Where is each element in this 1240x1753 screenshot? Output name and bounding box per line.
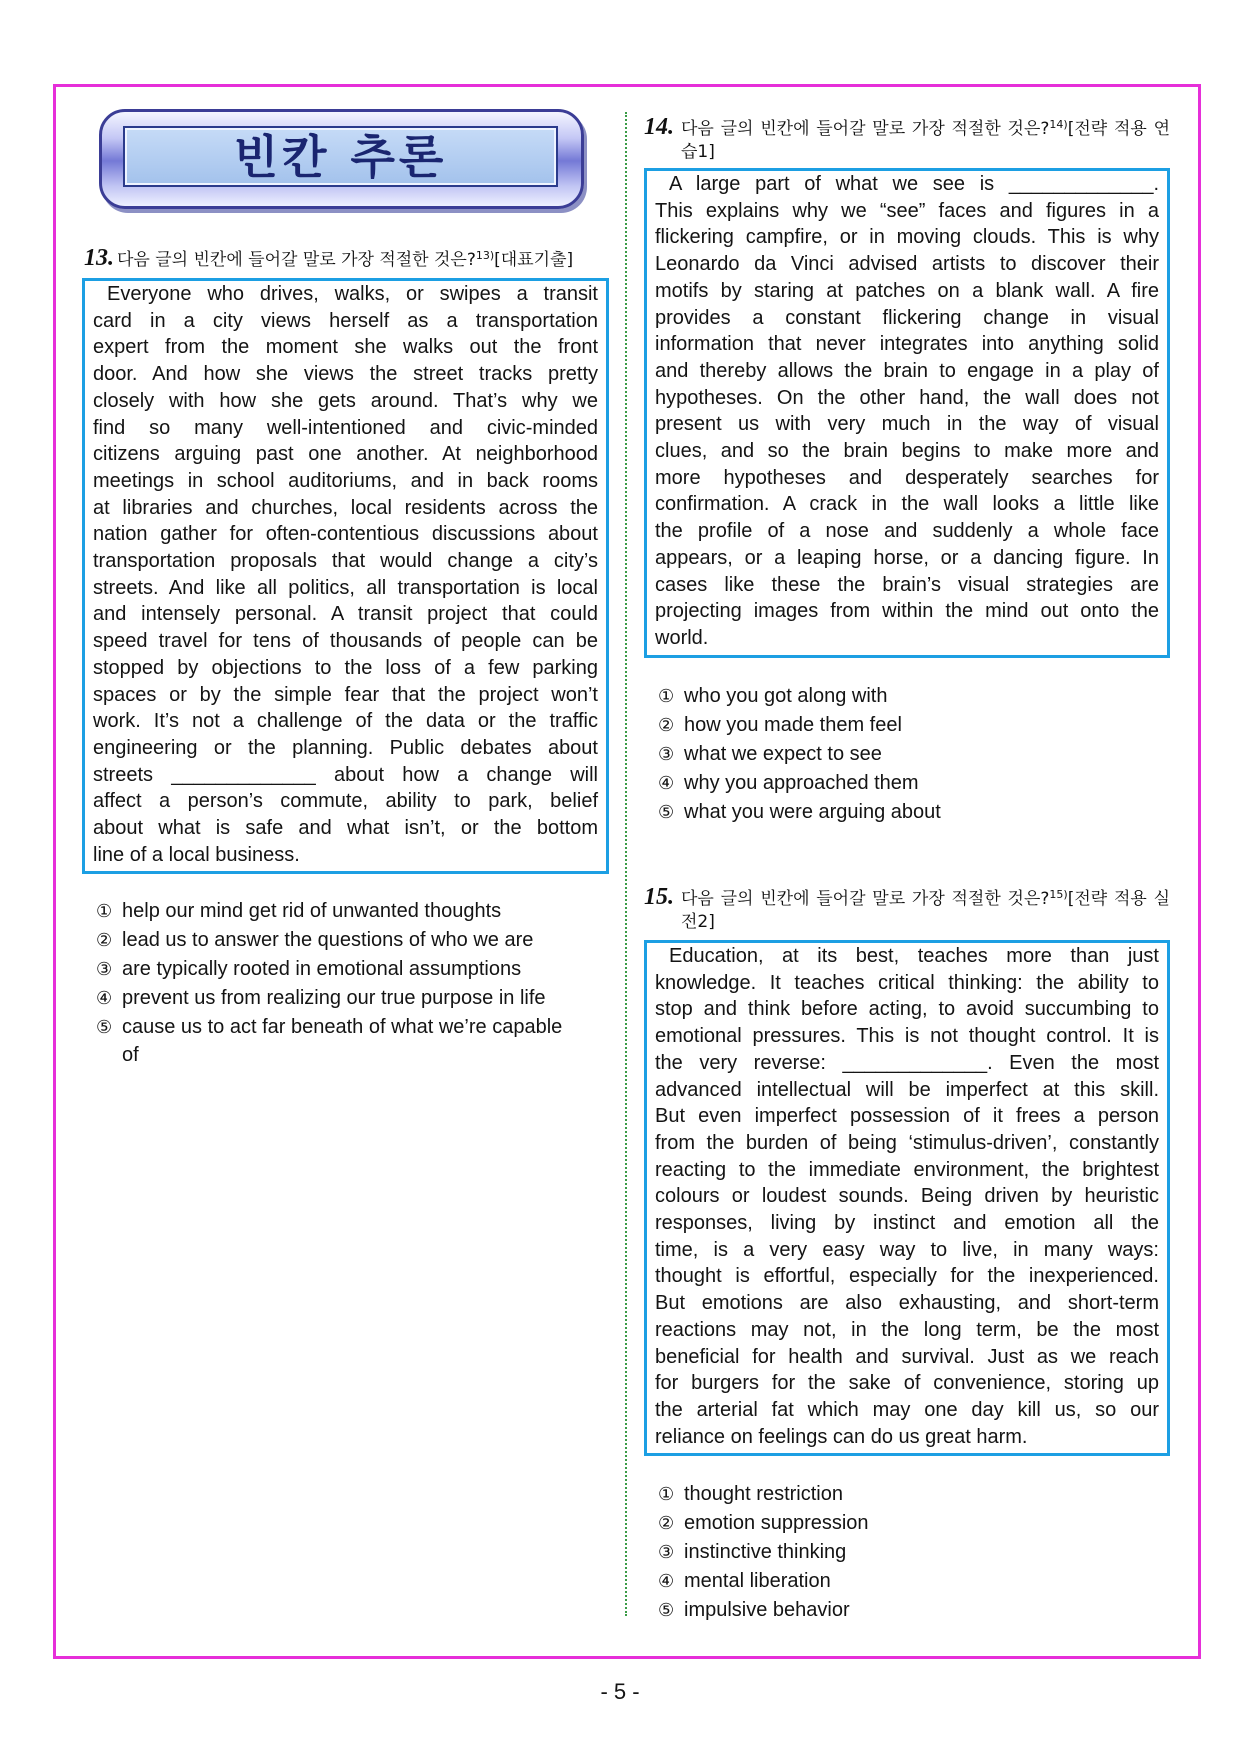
passage-line: This explains why we “see” faces and figures in a xyxy=(655,199,1159,222)
answer-option-1 xyxy=(96,897,574,926)
option-text: impulsive behavior xyxy=(684,1599,850,1621)
passage-line: Everyone who drives, walks, or swipes a transit xyxy=(107,283,598,305)
option-text: instinctive thinking xyxy=(684,1541,847,1563)
passage-line: and intensely personal. A transit project that could xyxy=(93,603,598,626)
question-14-heading xyxy=(644,114,1170,164)
passage-line: responses, living by instinct and emotion all the xyxy=(655,1212,1159,1235)
passage-line: affect a person’s commute, ability to park, belief xyxy=(93,790,598,813)
passage-line: motifs by staring at patches on a blank wall. A fire xyxy=(655,279,1159,302)
answer-option-2 xyxy=(658,1509,1164,1538)
passage-line: thought is effortful, especially for the inexperienced. xyxy=(655,1265,1159,1288)
passage-line: cases like these the brain’s visual strategies are xyxy=(655,573,1159,596)
passage-line: knowledge. It teaches critical thinking: the ability to xyxy=(655,971,1159,994)
passage-line: the very reverse: _____________. Even the most xyxy=(655,1051,1159,1074)
passage-line: But even imperfect possession of it frees a person xyxy=(655,1105,1159,1128)
passage-line: stopped by objections to the loss of a few parking xyxy=(93,656,598,679)
option-number: ④ xyxy=(96,988,113,1009)
passage-line: confirmation. A crack in the wall looks a little like xyxy=(655,493,1159,516)
option-number: ③ xyxy=(658,1542,675,1563)
passage-line: at libraries and churches, local residents across the xyxy=(93,496,598,519)
question-14-options xyxy=(658,682,1164,827)
option-number: ① xyxy=(96,901,113,922)
question-instruction: 다음 글의 빈칸에 들어갈 말로 가장 적절한 것은? xyxy=(117,250,476,270)
passage-line: clues, and so the brain begins to make more and xyxy=(655,440,1159,463)
option-text: what we expect to see xyxy=(684,743,882,765)
option-text: who you got along with xyxy=(684,685,888,707)
passage-line: present us with very much in the way of visual xyxy=(655,413,1159,436)
answer-option-5 xyxy=(658,1596,1164,1625)
section-title-banner xyxy=(99,109,584,209)
passage-line: expert from the moment she walks out the front xyxy=(93,336,598,359)
option-text: help our mind get rid of unwanted thoughts xyxy=(122,900,502,922)
option-text: prevent us from realizing our true purpose in life xyxy=(122,987,546,1009)
passage-line: flickering campfire, or in moving clouds. This is why xyxy=(655,226,1159,249)
option-number: ① xyxy=(658,686,675,707)
passage-line: spaces or by the simple fear that the project won’t xyxy=(93,683,598,706)
passage-line: world. xyxy=(655,626,709,649)
option-text: emotion suppression xyxy=(684,1512,869,1534)
question-14-passage xyxy=(644,168,1170,658)
column-divider xyxy=(625,112,627,1616)
option-text: what you were arguing about xyxy=(684,801,941,823)
question-source-tag: [대표기출] xyxy=(494,250,574,270)
passage-line: closely with how she gets around. That’s why we xyxy=(93,389,598,412)
option-number: ⑤ xyxy=(658,802,675,823)
answer-option-4 xyxy=(96,984,574,1013)
answer-option-1 xyxy=(658,682,1164,711)
passage-line: emotional pressures. This is not thought control. It is xyxy=(655,1025,1159,1048)
passage-line: engineering or the planning. Public debates about xyxy=(93,736,598,759)
passage-line: Education, at its best, teaches more than just xyxy=(669,945,1159,967)
passage-line: reliance on feelings can do us great harm. xyxy=(655,1425,1028,1448)
passage-line: streets _____________ about how a change will xyxy=(93,763,598,786)
option-number: ④ xyxy=(658,773,675,794)
passage-line: advanced intellectual will be imperfect at this skill. xyxy=(655,1078,1159,1101)
option-text: are typically rooted in emotional assumptions xyxy=(122,958,522,980)
passage-line: door. And how she views the street tracks pretty xyxy=(93,363,598,386)
answer-option-4 xyxy=(658,1567,1164,1596)
passage-line: projecting images from within the mind out onto the xyxy=(655,600,1159,623)
passage-line: reacting to the immediate environment, the brightest xyxy=(655,1158,1159,1181)
question-number: 15. xyxy=(644,884,674,910)
question-13-heading xyxy=(84,247,609,273)
option-number: ③ xyxy=(96,959,113,980)
option-text: lead us to answer the questions of who we are xyxy=(122,929,534,951)
option-number: ② xyxy=(658,1513,675,1534)
passage-line: find so many well-intentioned and civic-minded xyxy=(93,416,598,439)
footnote-marker: 13) xyxy=(475,249,495,262)
question-15-passage xyxy=(644,940,1170,1456)
answer-option-5 xyxy=(658,798,1164,827)
passage-line: about what is safe and what isn’t, or the bottom xyxy=(93,817,598,840)
passage-line: But emotions are also exhausting, and short-term xyxy=(655,1292,1159,1315)
option-number: ① xyxy=(658,1484,675,1505)
passage-line: stop and think before acting, to avoid succumbing to xyxy=(655,998,1159,1021)
passage-line: hypotheses. On the other hand, the wall does not xyxy=(655,386,1159,409)
passage-line: card in a city views herself as a transportation xyxy=(93,309,598,332)
section-title: 빈칸 추론 xyxy=(233,129,448,184)
option-text: cause us to act far beneath of what we’re capable of xyxy=(122,1016,563,1066)
passage-line: beneficial for health and survival. Just as we reach xyxy=(655,1345,1159,1368)
passage-line: speed travel for tens of thousands of people can be xyxy=(93,630,598,653)
option-number: ③ xyxy=(658,744,675,765)
option-number: ⑤ xyxy=(658,1600,675,1621)
question-source-tag: [전략 적용 연습1] xyxy=(681,119,1170,162)
passage-line: information that never integrates into anything solid xyxy=(655,333,1159,356)
answer-option-3 xyxy=(658,1538,1164,1567)
option-number: ⑤ xyxy=(96,1017,113,1038)
passage-line: Leonardo da Vinci advised artists to discover their xyxy=(655,253,1159,276)
passage-line: citizens arguing past one another. At neighborhood xyxy=(93,443,598,466)
question-instruction: 다음 글의 빈칸에 들어갈 말로 가장 적절한 것은? xyxy=(681,889,1050,909)
passage-line: from the burden of being ‘stimulus-driven’, constantly xyxy=(655,1131,1159,1154)
question-source-tag: [전략 적용 실전2] xyxy=(681,889,1170,932)
passage-line: colours or loudest sounds. Being driven by heuristic xyxy=(655,1185,1159,1208)
footnote-marker: 15) xyxy=(1049,888,1068,901)
option-text: why you approached them xyxy=(684,772,919,794)
option-text: how you made them feel xyxy=(684,714,902,736)
passage-line: the profile of a nose and suddenly a whole face xyxy=(655,520,1159,543)
passage-line: streets. And like all politics, all transportation is local xyxy=(93,576,598,599)
answer-option-4 xyxy=(658,769,1164,798)
question-15-heading xyxy=(644,884,1170,934)
passage-line: line of a local business. xyxy=(93,843,300,866)
answer-option-3 xyxy=(658,740,1164,769)
passage-line: meetings in school auditoriums, and in back rooms xyxy=(93,469,598,492)
passage-line: A large part of what we see is _____________. xyxy=(669,173,1159,195)
answer-option-3 xyxy=(96,955,574,984)
question-number: 13. xyxy=(84,245,114,271)
question-13-options xyxy=(96,897,574,1069)
passage-line: provides a constant flickering change in visual xyxy=(655,306,1159,329)
footnote-marker: 14) xyxy=(1049,118,1068,131)
answer-option-1 xyxy=(658,1480,1164,1509)
option-text: mental liberation xyxy=(684,1570,831,1592)
passage-line: appears, or a leaping horse, or a dancing figure. In xyxy=(655,546,1159,569)
option-number: ② xyxy=(658,715,675,736)
passage-line: reactions may not, in the long term, be the most xyxy=(655,1318,1159,1341)
passage-line: nation gather for often-contentious discussions about xyxy=(93,523,598,546)
passage-line: the arterial fat which may one day kill us, so our xyxy=(655,1398,1159,1421)
option-number: ④ xyxy=(658,1571,675,1592)
page-number: - 5 - xyxy=(600,1679,640,1704)
question-15-options xyxy=(658,1480,1164,1625)
passage-line: and thereby allows the brain to engage in a play of xyxy=(655,359,1159,382)
passage-line: time, is a very easy way to live, in many ways: xyxy=(655,1238,1159,1261)
section-title-plate xyxy=(123,126,558,187)
option-number: ② xyxy=(96,930,113,951)
passage-line: transportation proposals that would change a city’s xyxy=(93,550,598,573)
question-number: 14. xyxy=(644,114,674,140)
question-instruction: 다음 글의 빈칸에 들어갈 말로 가장 적절한 것은? xyxy=(681,119,1050,139)
passage-line: work. It’s not a challenge of the data or the traffic xyxy=(93,710,598,733)
answer-option-2 xyxy=(96,926,574,955)
question-13-passage xyxy=(82,278,609,874)
option-text: thought restriction xyxy=(684,1483,843,1505)
answer-option-5 xyxy=(96,1013,574,1069)
passage-line: for burgers for the sake of convenience, storing up xyxy=(655,1372,1159,1395)
passage-line: more hypotheses and desperately searches for xyxy=(655,466,1159,489)
answer-option-2 xyxy=(658,711,1164,740)
